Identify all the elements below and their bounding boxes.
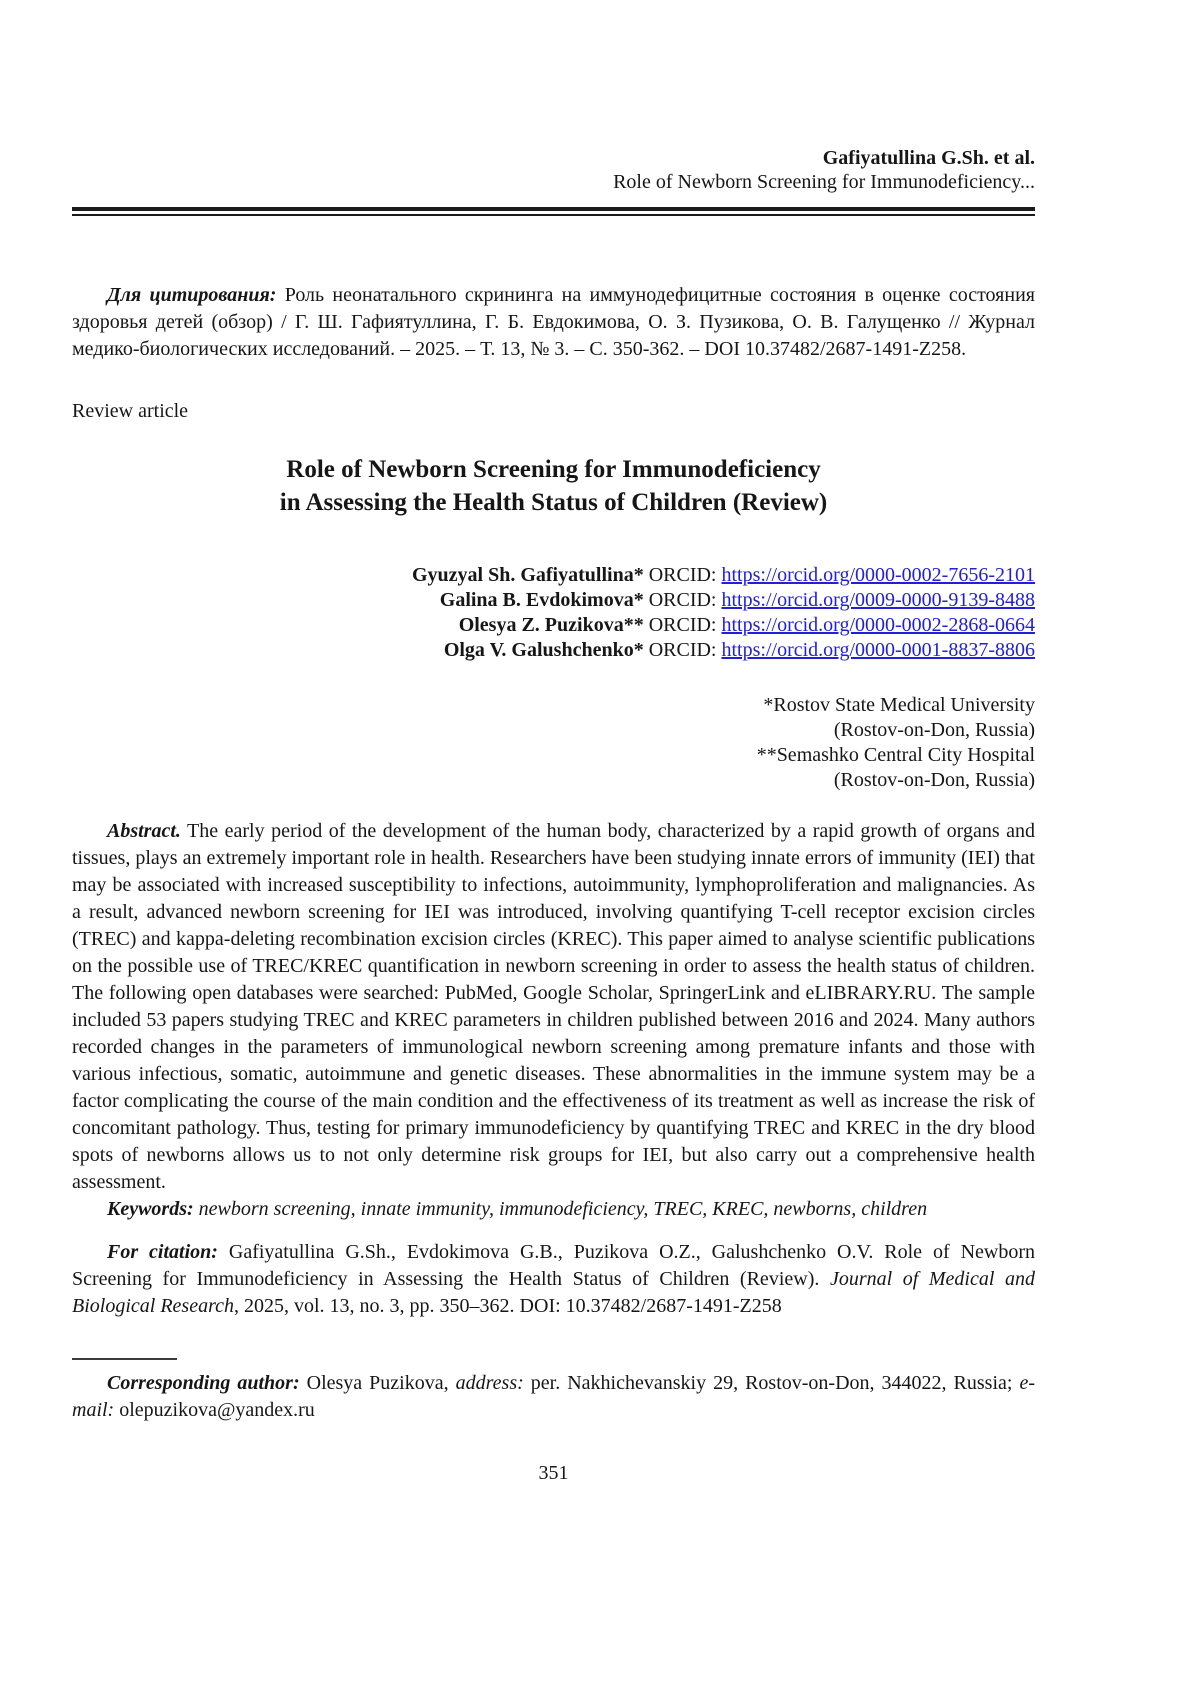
citation-en-text-after: , 2025, vol. 13, no. 3, pp. 350–362. DOI: 10.37482/2687-1491-Z258 — [234, 1295, 782, 1317]
author-line — [72, 563, 1035, 588]
abstract-text: The early period of the development of the human body, characterized by a rapid growth of organs and tissues, plays an extremely important role in health. Researchers have been studying innate errors of immunity (IEI) that may be associated with increased susceptibility to infections, autoimmunity, lymphoproliferation and malignancies. As a result, advanced newborn screening for IEI was introduced, involving quantifying T-cell receptor excision circles (TREC) and kappa-deleting recombination excision circles (KREC). This paper aimed to analyse scientific publications on the possible use of TREC/KREC quantification in newborn screening in order to assess the health status of children. The following open databases were searched: PubMed, Google Scholar, SpringerLink and eLIBRARY.RU. The sample included 53 papers studying TREC and KREC parameters in children published between 2016 and 2024. Many authors recorded changes in the parameters of immunological newborn screening among premature infants and those with various infectious, somatic, autoimmune and genetic diseases. These abnormalities in the immune system may be a factor complicating the course of the main condition and the effectiveness of its treatment as well as increase the risk of concomitant pathology. Thus, testing for primary immunodeficiency by quantifying TREC and KREC in the dry blood spots of newborns allows us to not only determine risk groups for IEI, but also carry out a comprehensive health assessment. — [72, 820, 1035, 1193]
keywords-label: Keywords: — [107, 1198, 194, 1220]
article-title-line2: in Assessing the Health Status of Children (Review) — [279, 489, 828, 516]
journal-title: Journal of Medical and Biological Research — [72, 1268, 1035, 1317]
orcid-label: ORCID: — [643, 564, 722, 586]
citation-ru-label: Для цитирования: — [107, 284, 277, 306]
email-label: e-mail: — [72, 1372, 1035, 1421]
address-text: per. Nakhichevanskiy 29, Rostov-on-Don, 344022, Russia; — [523, 1372, 1020, 1394]
citation-ru-text: Роль неонатального скрининга на иммунодефицитные состояния в оценке состояния здоровья детей (обзор) / Г. Ш. Гафиятуллина, Г. Б. Евдокимова, О. З. Пузикова, О. В. Галущенко // Журнал медико-биологических исследований. – 2025. – Т. 13, № 3. – С. 350-362. – DOI 10.37482/2687-1491-Z258. — [72, 284, 1035, 360]
footnote — [72, 1358, 1035, 1424]
orcid-label: ORCID: — [643, 589, 722, 611]
author-name: Olga V. Galushchenko* — [443, 639, 644, 661]
running-head-author: Gafiyatullina G.Sh. et al. — [822, 147, 1035, 169]
corresponding-author-label: Corresponding author: — [107, 1372, 300, 1394]
orcid-link[interactable]: https://orcid.org/0009-0000-9139-8488 — [721, 589, 1035, 611]
abstract-label: Abstract. — [107, 820, 181, 842]
citation-en-label: For citation: — [107, 1241, 218, 1263]
orcid-label: ORCID: — [643, 639, 722, 661]
keywords-text: newborn screening, innate immunity, immunodeficiency, TREC, KREC, newborns, children — [193, 1198, 928, 1220]
page-number: 351 — [538, 1462, 569, 1484]
citation-en-text: Gafiyatullina G.Sh., Evdokimova G.B., Puzikova O.Z., Galushchenko O.V. Role of Newborn Screening for Immunodeficiency in Assessing the Health Status of Children (Review). — [72, 1241, 1035, 1290]
running-head — [72, 146, 1035, 194]
author-name: Gyuzyal Sh. Gafiyatullina* — [411, 564, 644, 586]
article-type-label: Review article — [72, 400, 189, 422]
orcid-link[interactable]: https://orcid.org/0000-0002-7656-2101 — [721, 564, 1035, 586]
email-address: olepuzikova@yandex.ru — [114, 1399, 315, 1421]
affiliation-line: **Semashko Central City Hospital — [756, 744, 1035, 766]
article-title-line1: Role of Newborn Screening for Immunodeficiency — [286, 456, 821, 483]
header-rule — [72, 207, 1035, 216]
author-list — [72, 563, 1035, 663]
affiliation-list — [72, 693, 1035, 793]
affiliation-line: *Rostov State Medical University — [763, 694, 1035, 716]
orcid-link[interactable]: https://orcid.org/0000-0002-2868-0664 — [721, 614, 1035, 636]
orcid-label: ORCID: — [643, 614, 722, 636]
abstract-paragraph — [72, 818, 1035, 1196]
footnote-rule — [72, 1358, 177, 1360]
affiliation-line: (Rostov-on-Don, Russia) — [833, 719, 1035, 741]
author-line — [72, 613, 1035, 638]
orcid-link[interactable]: https://orcid.org/0000-0001-8837-8806 — [721, 639, 1035, 661]
citation-ru-paragraph — [72, 282, 1035, 363]
article-title — [72, 453, 1035, 519]
author-line — [72, 588, 1035, 613]
author-name: Galina B. Evdokimova* — [439, 589, 644, 611]
corresponding-author-paragraph — [72, 1370, 1035, 1424]
corresponding-author-name: Olesya Puzikova, — [299, 1372, 456, 1394]
keywords-paragraph — [72, 1196, 1035, 1223]
address-label: address: — [455, 1372, 524, 1394]
author-line — [72, 638, 1035, 663]
citation-en-paragraph — [72, 1239, 1035, 1320]
affiliation-line: (Rostov-on-Don, Russia) — [833, 769, 1035, 791]
author-name: Olesya Z. Puzikova** — [458, 614, 644, 636]
running-head-title: Role of Newborn Screening for Immunodeficiency... — [613, 171, 1035, 193]
